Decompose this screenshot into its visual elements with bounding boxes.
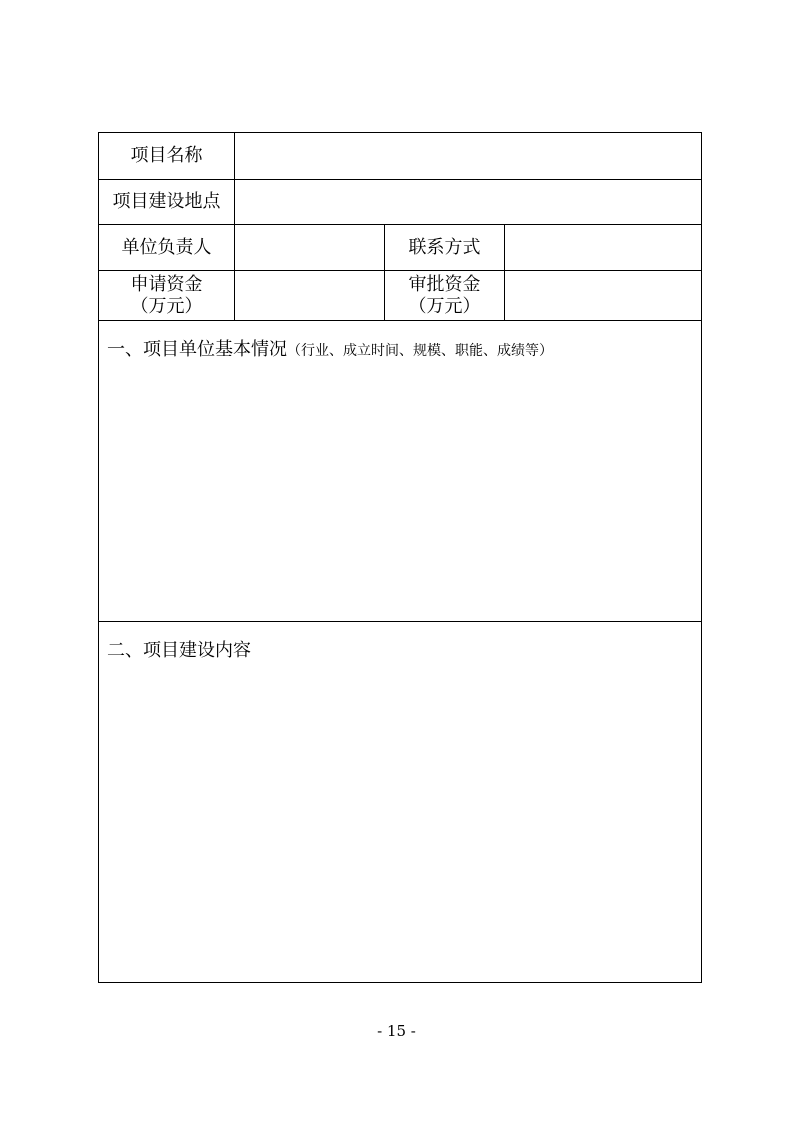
section1-row xyxy=(99,321,702,622)
project-location-label: 项目建设地点 xyxy=(99,180,235,225)
applied-funds-label xyxy=(99,271,235,321)
unit-basic-info-section[interactable] xyxy=(99,321,702,622)
construction-content-section[interactable] xyxy=(99,622,702,983)
unit-basic-info-title: 一、项目单位基本情况 xyxy=(107,339,287,360)
section2-row xyxy=(99,622,702,983)
approved-funds-label-line1: 审批资金 xyxy=(408,273,481,295)
project-location-field[interactable] xyxy=(235,180,702,225)
project-location-row xyxy=(99,180,702,225)
approved-funds-label-line2: （万元） xyxy=(408,295,481,317)
approved-funds-field[interactable] xyxy=(505,271,702,321)
contact-method-label: 联系方式 xyxy=(385,225,505,271)
unit-responsible-field[interactable] xyxy=(235,225,385,271)
unit-basic-info-note: （行业、成立时间、规模、职能、成绩等） xyxy=(287,343,553,359)
applied-funds-label-line1: 申请资金 xyxy=(130,273,203,295)
project-name-label: 项目名称 xyxy=(99,133,235,180)
contact-method-field[interactable] xyxy=(505,225,702,271)
project-name-row xyxy=(99,133,702,180)
construction-content-title: 二、项目建设内容 xyxy=(107,640,251,661)
application-form-table xyxy=(98,132,702,983)
unit-responsible-label: 单位负责人 xyxy=(99,225,235,271)
applied-funds-field[interactable] xyxy=(235,271,385,321)
approved-funds-label xyxy=(385,271,505,321)
applied-funds-label-line2: （万元） xyxy=(130,295,203,317)
project-name-field[interactable] xyxy=(235,133,702,180)
funding-row xyxy=(99,271,702,321)
page-number: - 15 - xyxy=(377,1022,416,1040)
responsible-contact-row xyxy=(99,225,702,271)
